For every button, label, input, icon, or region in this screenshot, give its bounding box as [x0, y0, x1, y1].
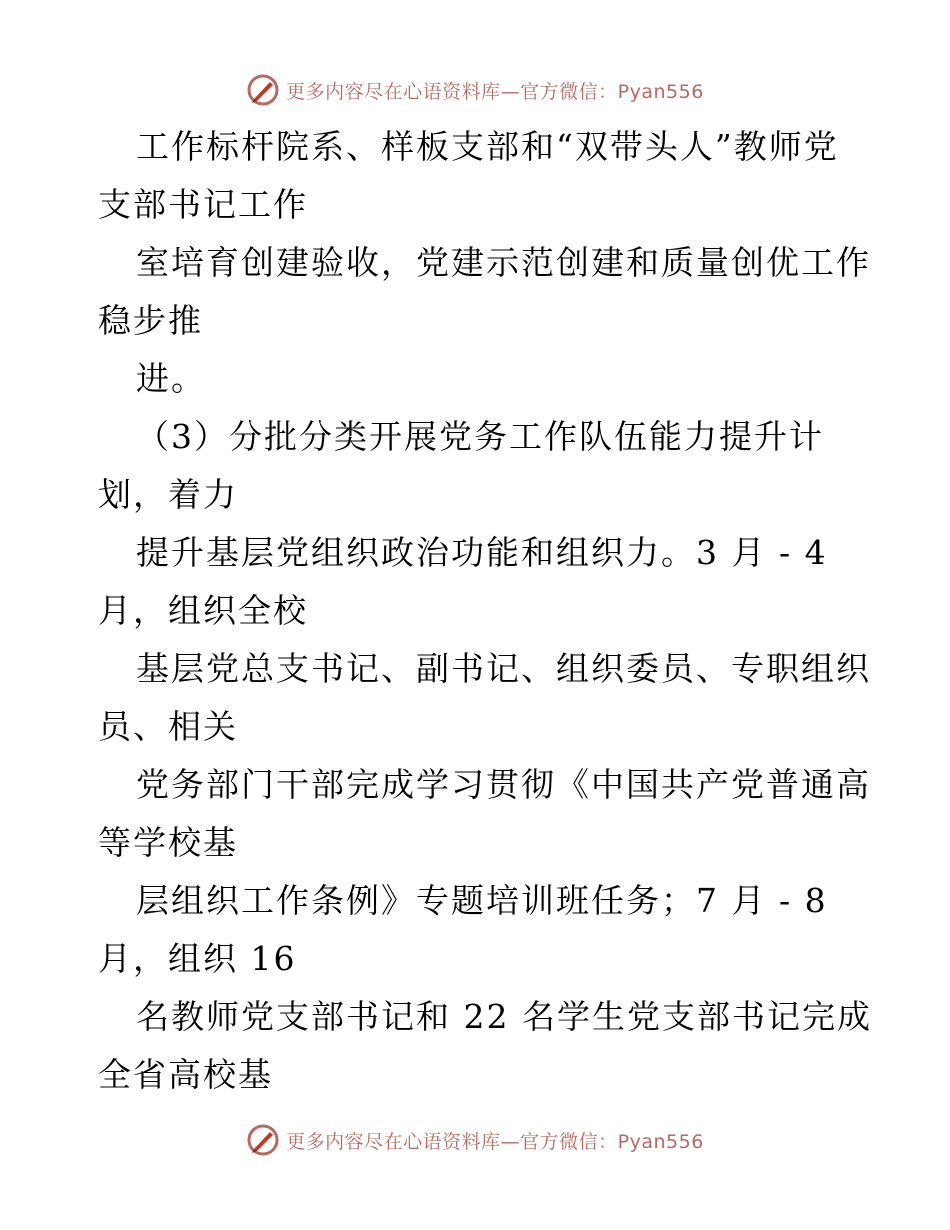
text-line: 工作标杆院系、样板支部和“双带头人”教师党	[136, 127, 839, 166]
text-line: 等学校基	[98, 823, 238, 862]
document-body	[98, 118, 872, 1104]
text-line: （3）分批分类开展党务工作队伍能力提升计	[136, 417, 824, 456]
text-line: 稳步推	[98, 301, 203, 340]
text-line: 划，着力	[98, 475, 238, 514]
text-line: 员、相关	[98, 707, 238, 746]
text-line: 支部书记工作	[98, 185, 308, 224]
footer-banner-text: 更多内容尽在心语资料库—官方微信：Pyan556	[286, 1130, 704, 1153]
text-line: 党务部门干部完成学习贯彻《中国共产党普通高	[136, 765, 871, 804]
pen-circle-logo-icon	[246, 73, 280, 107]
text-line: 月，组织全校	[98, 591, 308, 630]
text-line: 月，组织 16	[98, 939, 297, 978]
text-line: 进。	[136, 359, 206, 398]
footer-banner	[0, 1120, 950, 1160]
text-line: 提升基层党组织政治功能和组织力。3 月 - 4	[136, 533, 828, 572]
header-banner-text: 更多内容尽在心语资料库—官方微信：Pyan556	[286, 80, 704, 103]
text-line: 室培育创建验收，党建示范创建和质量创优工作	[136, 243, 871, 282]
text-line: 基层党总支书记、副书记、组织委员、专职组织	[136, 649, 871, 688]
header-banner	[0, 70, 950, 110]
text-line: 名教师党支部书记和 22 名学生党支部书记完成	[136, 997, 872, 1036]
text-line: 全省高校基	[98, 1055, 273, 1094]
text-line: 层组织工作条例》专题培训班任务；7 月 - 8	[136, 881, 828, 920]
pen-circle-logo-icon	[246, 1123, 280, 1157]
